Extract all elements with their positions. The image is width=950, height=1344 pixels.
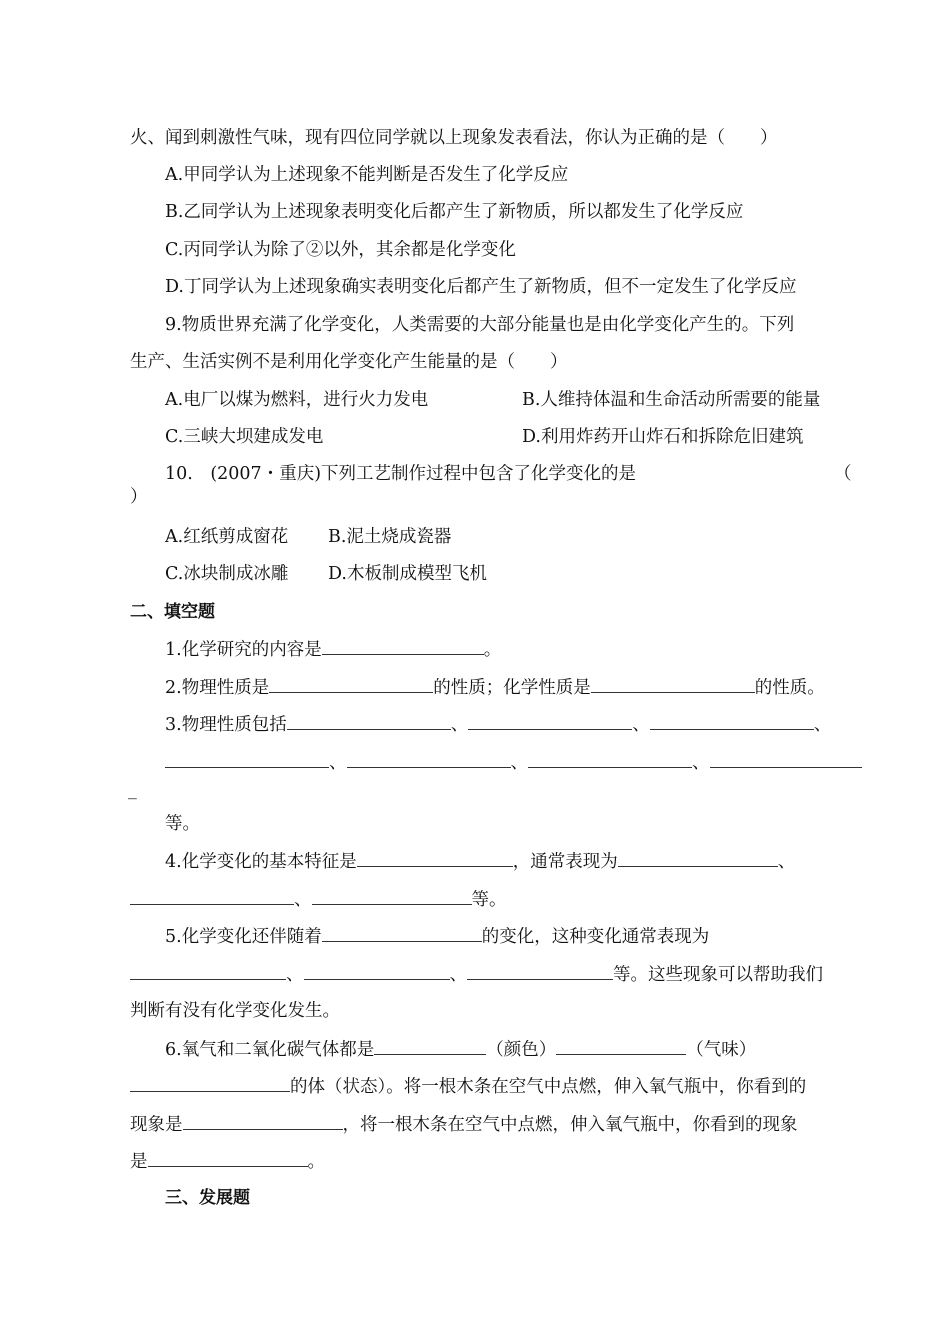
fill3-line2 <box>0 748 950 778</box>
fill5-line2 <box>0 960 950 990</box>
q10-option-d: D.木板制成模型飞机 <box>328 564 487 584</box>
q8-option-b-line <box>0 198 950 228</box>
fill6-text-1: 6.氧气和二氧化碳气体都是 （颜色） （气味） <box>165 1035 756 1064</box>
q8-option-a: A.甲同学认为上述现象不能判断是否发生了化学反应 <box>165 165 569 185</box>
fill6-blank-state[interactable] <box>130 1072 290 1092</box>
fill4-blank-2[interactable] <box>618 847 778 867</box>
fill5-blank-1[interactable] <box>322 922 482 942</box>
q8-stem-tail: 火、闻到刺激性气味，现有四位同学就以上现象发表看法，你认为正确的是（ ） <box>130 128 778 148</box>
fill5-text-3: 判断有没有化学变化发生。 <box>130 1001 340 1021</box>
q9-options-row2 <box>0 423 950 453</box>
fill6-text-4: 是 。 <box>130 1147 325 1176</box>
fill3-stray-underscore: _ <box>128 780 137 800</box>
q10-answer-paren-open: （ <box>834 464 852 484</box>
fill6-blank-color[interactable] <box>374 1035 486 1055</box>
section3-title: 三、发展题 <box>165 1188 250 1208</box>
fill3-blank-7[interactable] <box>710 748 862 768</box>
fill5-text-2: 、 、 等。这些现象可以帮助我们 <box>130 960 823 989</box>
fill6-blank-phenomenon-1[interactable] <box>183 1110 343 1130</box>
q8-option-a-line <box>0 161 950 191</box>
fill2-text: 2.物理性质是 的性质；化学性质是 的性质。 <box>165 673 825 702</box>
q9-stem-line1 <box>0 311 950 341</box>
q8-option-d-line <box>0 273 950 303</box>
q10-stem: 10. (2007・重庆)下列工艺制作过程中包含了化学变化的是 <box>165 464 637 484</box>
fill4-blank-3[interactable] <box>130 885 294 905</box>
section2-heading-line <box>0 598 950 628</box>
fill6-text-3: 现象是 ，将一根木条在空气中点燃，伸入氧气瓶中，你看到的现象 <box>130 1110 798 1139</box>
q9-option-c: C.三峡大坝建成发电 <box>165 427 324 447</box>
fill2-blank-1[interactable] <box>269 673 433 693</box>
fill2-line <box>0 673 950 703</box>
q10-options-row1 <box>0 523 950 553</box>
fill4-text-1: 4.化学变化的基本特征是 ，通常表现为 、 <box>165 847 795 876</box>
q8-stem-tail-line <box>0 124 950 154</box>
fill6-blank-phenomenon-2[interactable] <box>148 1147 308 1167</box>
fill6-line2 <box>0 1072 950 1102</box>
fill5-text-1: 5.化学变化还伴随着 的变化，这种变化通常表现为 <box>165 922 709 951</box>
fill3-line4 <box>0 810 950 840</box>
fill4-line1 <box>0 847 950 877</box>
q8-option-c: C.丙同学认为除了②以外，其余都是化学变化 <box>165 240 516 260</box>
section2-title: 二、填空题 <box>130 602 215 622</box>
fill3-text-1: 3.物理性质包括 、 、 、 <box>165 710 831 739</box>
fill4-blank-1[interactable] <box>357 847 513 867</box>
q9-stem-part1: 9.物质世界充满了化学变化，人类需要的大部分能量也是由化学变化产生的。下列 <box>165 315 795 335</box>
q10-option-c: C.冰块制成冰雕 <box>165 564 289 584</box>
q9-option-a: A.电厂以煤为燃料，进行火力发电 <box>165 390 429 410</box>
q10-paren-line <box>0 483 950 513</box>
fill3-blank-2[interactable] <box>468 710 632 730</box>
fill4-text-2: 、 等。 <box>130 885 507 914</box>
section3-heading-line <box>0 1184 950 1214</box>
fill6-line1 <box>0 1035 950 1065</box>
fill5-blank-4[interactable] <box>467 960 613 980</box>
fill3-blank-4[interactable] <box>165 748 329 768</box>
fill3-blank-5[interactable] <box>347 748 511 768</box>
fill3-line3 <box>0 776 950 806</box>
fill6-line3 <box>0 1110 950 1140</box>
q10-option-a: A.红纸剪成窗花 <box>165 527 289 547</box>
fill6-line4 <box>0 1147 950 1177</box>
fill3-text-2: 、 、 、 <box>165 748 862 777</box>
fill1-blank[interactable] <box>322 635 484 655</box>
fill3-end: 等。 <box>165 814 200 834</box>
q9-stem-line2 <box>0 348 950 378</box>
fill3-line1 <box>0 710 950 740</box>
q9-options-row1 <box>0 386 950 416</box>
q9-option-d: D.利用炸药开山炸石和拆除危旧建筑 <box>522 427 804 447</box>
fill6-blank-smell[interactable] <box>556 1035 686 1055</box>
fill5-blank-2[interactable] <box>130 960 286 980</box>
fill3-blank-1[interactable] <box>287 710 451 730</box>
q10-option-b: B.泥土烧成瓷器 <box>328 527 452 547</box>
fill6-text-2: 的体（状态）。将一根木条在空气中点燃，伸入氧气瓶中，你看到的 <box>130 1072 806 1101</box>
fill3-blank-6[interactable] <box>528 748 692 768</box>
fill5-line3 <box>0 997 950 1027</box>
q10-answer-paren-close: ） <box>130 487 148 507</box>
fill1-line <box>0 635 950 665</box>
q8-option-d: D.丁同学认为上述现象确实表明变化后都产生了新物质，但不一定发生了化学反应 <box>165 277 797 297</box>
q9-stem-part2: 生产、生活实例不是利用化学变化产生能量的是（ ） <box>130 352 568 372</box>
q9-option-b: B.人维持体温和生命活动所需要的能量 <box>522 390 821 410</box>
fill3-blank-3[interactable] <box>650 710 814 730</box>
q8-option-b: B.乙同学认为上述现象表明变化后都产生了新物质，所以都发生了化学反应 <box>165 202 744 222</box>
fill2-blank-2[interactable] <box>591 673 755 693</box>
fill4-line2 <box>0 885 950 915</box>
fill4-blank-4[interactable] <box>312 885 472 905</box>
q8-option-c-line <box>0 236 950 266</box>
q10-options-row2 <box>0 560 950 590</box>
fill5-blank-3[interactable] <box>304 960 450 980</box>
fill1-text: 1.化学研究的内容是 。 <box>165 635 501 664</box>
fill5-line1 <box>0 922 950 952</box>
